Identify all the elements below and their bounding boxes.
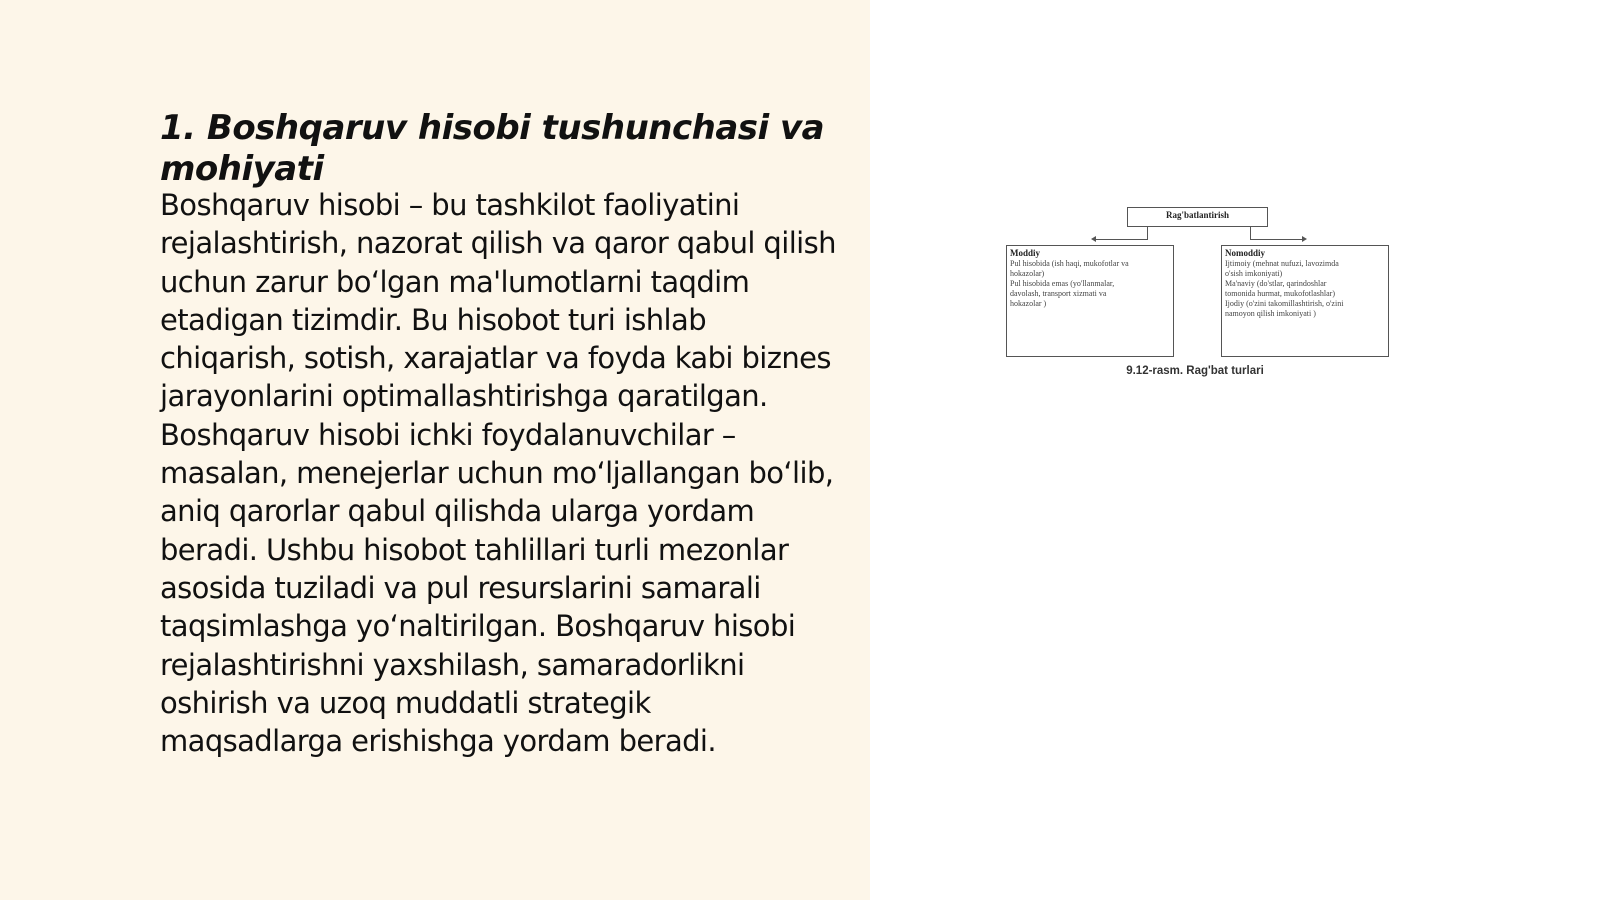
slide-title: 1. Boshqaruv hisobi tushunchasi va mohiyati — [160, 108, 825, 189]
motivation-diagram — [1000, 205, 1400, 385]
material-line: Pul hisobida (ish haqi, mukofotlar va — [1010, 259, 1129, 268]
nonmaterial-line: o'sish imkoniyati) — [1225, 269, 1283, 278]
nonmaterial-line: Ma'naviy (do'stlar, qarindoshlar — [1225, 279, 1327, 288]
nonmaterial-line: tomonida hurmat, mukofotlashlar) — [1225, 289, 1335, 298]
material-line: hokazolar) — [1010, 269, 1045, 278]
material-heading: Moddiy — [1010, 248, 1041, 258]
diagram-box-material — [1006, 245, 1174, 357]
arrow-left-icon — [1091, 236, 1096, 242]
material-line: Pul hisobida emas (yo'llanmalar, — [1010, 279, 1115, 288]
connector-right-horizontal — [1250, 239, 1302, 240]
figure-caption: 9.12-rasm. Rag'bat turlari — [1126, 365, 1264, 377]
nonmaterial-line: Ijtimoiy (mehnat nufuzi, lavozimda — [1225, 259, 1339, 268]
material-line: hokazolar ) — [1010, 299, 1047, 308]
arrow-right-icon — [1302, 236, 1307, 242]
figure-panel — [870, 0, 1600, 900]
connector-root-right-vertical — [1250, 227, 1251, 239]
diagram-box-nonmaterial — [1221, 245, 1389, 357]
slide-body-text: Boshqaruv hisobi – bu tashkilot faoliyatini rejalashtirish, nazorat qilish va qaror qabul qilish uchun zarur bo‘lgan ma'lumotlarni taqdim etadigan tizimdir. Bu hisobot turi ishlab chiqarish, sotish, xarajatlar va foyda kabi biznes jarayonlarini optimallashtirishga qaratilgan. Boshqaruv hisobi ichki foydalanuvchilar – masalan, menejerlar uchun mo‘ljallangan bo‘lib, aniq qarorlar qabul qilishda ularga yordam beradi. Ushbu hisobot tahlillari turli mezonlar asosida tuziladi va pul resurslarini samarali taqsimlashga yo‘naltirilgan. Boshqaruv hisobi rejalashtirishni yaxshilash, samaradorlikni oshirish va uzoq muddatli strategik maqsadlarga erishishga yordam beradi. — [160, 188, 836, 759]
connector-left-horizontal — [1096, 239, 1148, 240]
nonmaterial-line: Ijodiy (o'zini takomillashtirish, o'zini — [1225, 299, 1344, 308]
nonmaterial-heading: Nomoddiy — [1225, 248, 1266, 258]
diagram-root-box: Rag'batlantirish — [1127, 207, 1268, 227]
connector-root-left-vertical — [1147, 227, 1148, 239]
nonmaterial-line: namoyon qilish imkoniyati ) — [1225, 309, 1316, 318]
material-line: davolash, transport xizmati va — [1010, 289, 1107, 298]
